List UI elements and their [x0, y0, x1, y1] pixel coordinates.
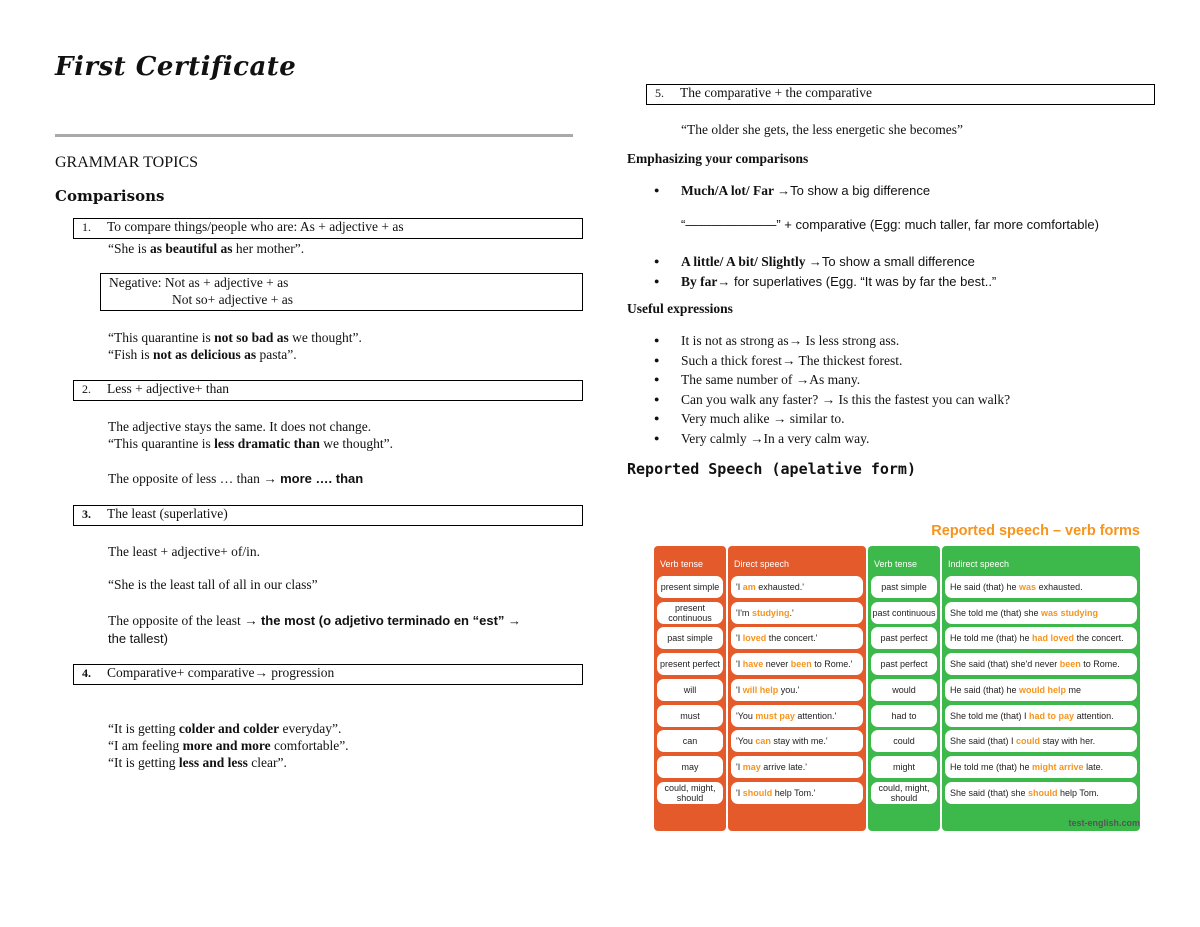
verb-tense-cell: could, might, should [871, 782, 937, 804]
negative-line-1: Negative: Not as + adjective + as [109, 275, 289, 290]
verb-tense-cell: past simple [657, 627, 723, 649]
direct-speech-cell: 'I have never been to Rome.' [731, 653, 863, 675]
section-3-label: The least (superlative) [107, 506, 228, 521]
section-4-box [73, 664, 583, 685]
section-1-example-2: “This quarantine is not so bad as we thought”. [108, 330, 362, 345]
useful-item: ● Very calmly →In a very calm way. [654, 429, 1010, 449]
direct-speech-cell: 'I should help Tom.' [731, 782, 863, 804]
col-header: Direct speech [734, 559, 790, 569]
indirect-speech-cell: He said (that) he was exhausted. [945, 576, 1137, 598]
section-2-box [73, 380, 583, 401]
section-2-line-3: The opposite of less … than → more …. than [108, 471, 364, 486]
verb-tense-cell: past perfect [871, 627, 937, 649]
emphasizing-heading: Emphasizing your comparisons [627, 151, 809, 166]
indirect-speech-cell: He told me (that) he might arrive late. [945, 756, 1137, 778]
table-title: Reported speech – verb forms [931, 523, 1140, 539]
emphasizing-list-2 [654, 252, 996, 291]
section-3-line-4: the tallest) [108, 631, 168, 646]
grammar-topics-heading: GRAMMAR TOPICS [55, 154, 199, 171]
useful-item: ● The same number of →As many. [654, 370, 1010, 390]
emphasizing-list-1 [654, 181, 930, 201]
section-1-number: 1. [82, 220, 91, 234]
useful-expressions-list [654, 331, 1010, 448]
verb-tense-cell: had to [871, 705, 937, 727]
section-4-number: 4. [82, 666, 91, 680]
indirect-speech-cell: He told me (that) he had loved the concert. [945, 627, 1137, 649]
negative-box [100, 273, 583, 311]
negative-line-2: Not so+ adjective + as [172, 292, 293, 307]
col-header: Verb tense [874, 559, 918, 569]
section-3-line-1: The least + adjective+ of/in. [108, 544, 261, 559]
verb-tense-cell: could [871, 730, 937, 752]
section-4-line-2: “I am feeling more and more comfortable”. [108, 738, 349, 753]
verb-tense-cell: present perfect [657, 653, 723, 675]
col-header: Verb tense [660, 559, 704, 569]
direct-speech-cell: 'I will help you.' [731, 679, 863, 701]
section-5-number: 5. [655, 86, 664, 100]
direct-speech-cell: 'You must pay attention.' [731, 705, 863, 727]
reported-speech-heading: Reported Speech (apelative form) [627, 460, 916, 478]
indirect-speech-cell: She said (that) she should help Tom. [945, 782, 1137, 804]
section-3-line-2: “She is the least tall of all in our class” [108, 577, 318, 592]
section-4-line-3: “It is getting less and less clear”. [108, 755, 287, 770]
section-1-label: To compare things/people who are: As + adjective + as [107, 219, 404, 234]
section-2-number: 2. [82, 382, 91, 396]
section-4-line-1: “It is getting colder and colder everyday”. [108, 721, 342, 736]
emphasizing-item-much: ● Much/A lot/ Far →To show a big difference [654, 181, 930, 201]
verb-tense-cell: present simple [657, 576, 723, 598]
emphasizing-comparative-line: “———————” + comparative (Egg: much taller, far more comfortable) [681, 217, 1099, 232]
indirect-speech-cell: He said (that) he would help me [945, 679, 1137, 701]
col-header: Indirect speech [948, 559, 1010, 569]
verb-tense-cell: could, might, should [657, 782, 723, 804]
section-2-line-1: The adjective stays the same. It does not change. [108, 419, 372, 434]
section-2-label: Less + adjective+ than [107, 381, 230, 396]
verb-tense-cell: past continuous [871, 602, 937, 624]
indirect-speech-cell: She told me (that) she was studying [945, 602, 1137, 624]
indirect-speech-cell: She told me (that) I had to pay attention. [945, 705, 1137, 727]
direct-speech-cell: 'I'm studying.' [731, 602, 863, 624]
section-2-line-2: “This quarantine is less dramatic than we thought”. [108, 436, 393, 451]
section-3-box [73, 505, 583, 526]
verb-tense-cell: past perfect [871, 653, 937, 675]
useful-item: ● Such a thick forest→ The thickest forest. [654, 351, 1010, 371]
section-5-label: The comparative + the comparative [680, 85, 873, 100]
useful-expressions-heading: Useful expressions [627, 301, 733, 316]
direct-speech-cell: 'I am exhausted.' [731, 576, 863, 598]
direct-speech-cell: 'I may arrive late.' [731, 756, 863, 778]
doc-title: First Certificate [55, 52, 297, 82]
section-1-example: “She is as beautiful as her mother”. [108, 241, 305, 256]
section-1-box [73, 218, 583, 239]
emphasizing-item-little: ● A little/ A bit/ Slightly →To show a small difference [654, 252, 996, 272]
section-3-line-3: The opposite of the least → the most (o adjetivo terminado en “est” → [108, 613, 522, 628]
section-5-box [646, 84, 1155, 105]
direct-speech-cell: 'I loved the concert.' [731, 627, 863, 649]
section-3-number: 3. [82, 507, 91, 521]
section-1-example-3: “Fish is not as delicious as pasta”. [108, 347, 297, 362]
comparisons-heading: Comparisons [55, 187, 165, 205]
verb-tense-cell: must [657, 705, 723, 727]
title-rule [55, 134, 573, 137]
section-4-label: Comparative+ comparative→ progression [107, 665, 335, 680]
direct-speech-cell: 'You can stay with me.' [731, 730, 863, 752]
table-footer: test-english.com [1068, 818, 1140, 828]
verb-tense-cell: will [657, 679, 723, 701]
verb-tense-cell: may [657, 756, 723, 778]
verb-tense-cell: present continuous [657, 602, 723, 624]
indirect-speech-cell: She said (that) she'd never been to Rome. [945, 653, 1137, 675]
verb-tense-cell: can [657, 730, 723, 752]
verb-tense-cell: might [871, 756, 937, 778]
verb-tense-cell: would [871, 679, 937, 701]
section-5-example: “The older she gets, the less energetic she becomes” [681, 122, 964, 137]
useful-item: ● It is not as strong as→ Is less strong ass. [654, 331, 1010, 351]
indirect-speech-cell: She said (that) I could stay with her. [945, 730, 1137, 752]
emphasizing-item-by-far: ● By far→ for superlatives (Egg. “It was by far the best..” [654, 272, 996, 292]
verb-tense-cell: past simple [871, 576, 937, 598]
useful-item: ● Very much alike → similar to. [654, 409, 1010, 429]
useful-item: ● Can you walk any faster? → Is this the fastest you can walk? [654, 390, 1010, 410]
reported-speech-table [654, 520, 1144, 830]
